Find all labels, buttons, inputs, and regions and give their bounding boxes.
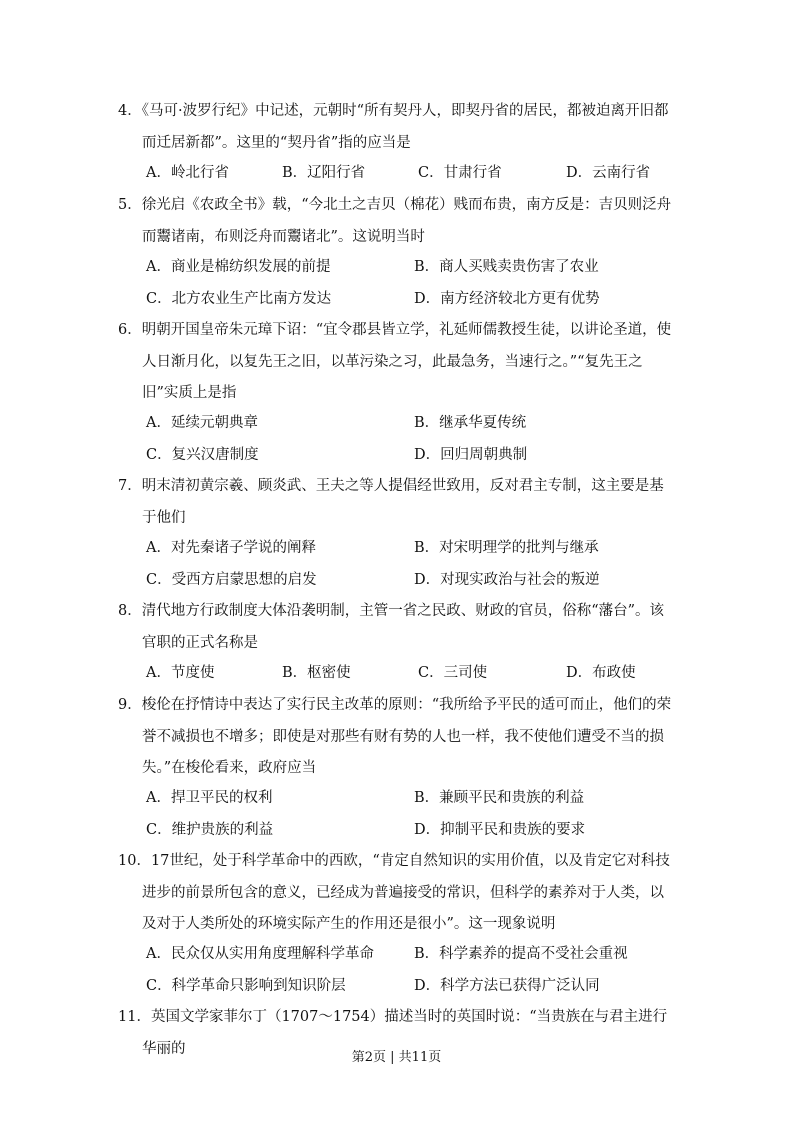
option-row	[146, 158, 686, 190]
question-4-options	[146, 158, 686, 190]
question-11	[118, 1002, 678, 1057]
option-row	[146, 939, 686, 971]
option-row	[146, 408, 686, 440]
option-a: A．捍卫平民的权利	[146, 790, 273, 806]
option-c: C．甘肃行省	[418, 165, 502, 181]
option-c: C．北方农业生产比南方发达	[146, 290, 332, 307]
question-5-stem	[118, 190, 678, 253]
question-number: 11．	[118, 1009, 151, 1025]
question-9-options	[146, 783, 686, 846]
option-row	[146, 658, 686, 690]
question-8	[118, 596, 678, 659]
question-text: 梭伦在抒情诗中表达了实行民主改革的原则：“我所给予平民的适可而止，他们的荣誉不减损也不增多；即使是对那些有财有势的人也一样，我不使他们遭受不当的损失。”在梭伦看来，政府应当	[141, 697, 672, 776]
option-a: A．民众仅从实用角度理解科学革命	[146, 946, 374, 962]
question-number: 9．	[118, 697, 142, 713]
option-row	[146, 440, 686, 472]
question-6	[118, 315, 678, 410]
question-7-stem	[118, 471, 678, 534]
option-b: B．科学素养的提高不受社会重视	[414, 946, 628, 962]
option-d: D．科学方法已获得广泛认同	[414, 977, 600, 994]
question-9-stem	[118, 690, 678, 785]
option-c: C．受西方启蒙思想的启发	[146, 571, 317, 588]
option-row	[146, 533, 686, 565]
question-number: 7．	[118, 478, 142, 494]
question-text: 《马可·波罗行纪》中记述，元朝时“所有契丹人，即契丹省的居民，都被迫离开旧都而迁居新都”。这里的“契丹省”指的应当是	[141, 103, 669, 151]
option-b: B．对宋明理学的批判与继承	[414, 540, 599, 556]
option-c: C．复兴汉唐制度	[146, 446, 259, 463]
question-text: 清代地方行政制度大体沿袭明制，主管一省之民政、财政的官员，俗称“藩台”。该官职的正式名称是	[141, 603, 665, 651]
question-5-options	[146, 252, 686, 315]
option-c: C．三司使	[418, 665, 488, 681]
question-9	[118, 690, 678, 785]
question-6-options	[146, 408, 686, 471]
option-c: C．维护贵族的利益	[146, 821, 274, 838]
option-row	[146, 783, 686, 815]
option-b: B．兼顾平民和贵族的利益	[414, 790, 585, 806]
question-number: 4．	[118, 103, 142, 119]
question-text: 明朝开国皇帝朱元璋下诏：“宜令郡县皆立学，礼延师儒教授生徒，以讲论圣道，使人日渐月化，以复先王之旧，以革污染之习，此最急务，当速行之。”“复先王之旧”实质上是指	[141, 322, 672, 401]
option-a: A．对先秦诸子学说的阐释	[146, 540, 316, 556]
question-text: 明末清初黄宗羲、顾炎武、王夫之等人提倡经世致用，反对君主专制，这主要是基于他们	[141, 478, 664, 526]
question-5	[118, 190, 678, 253]
question-4-stem	[118, 96, 678, 159]
question-8-options	[146, 658, 686, 690]
option-d: D．南方经济较北方更有优势	[414, 290, 600, 307]
question-8-stem	[118, 596, 678, 659]
question-7-options	[146, 533, 686, 596]
option-row	[146, 252, 686, 284]
option-a: A．岭北行省	[146, 165, 229, 181]
option-b: B．枢密使	[282, 665, 351, 681]
page-footer: 第2页 | 共11页	[351, 1050, 442, 1065]
question-text: 徐光启《农政全书》载，“今北土之吉贝（棉花）贱而布贵，南方反是：吉贝则泛舟而鬻诸南，布则泛舟而鬻诸北”。这说明当时	[141, 197, 672, 245]
question-7	[118, 471, 678, 534]
question-10	[118, 846, 678, 941]
option-d: D．布政使	[566, 665, 636, 681]
option-a: A．商业是棉纺织发展的前提	[146, 259, 331, 275]
option-row	[146, 565, 686, 597]
option-a: A．延续元朝典章	[146, 415, 258, 431]
question-10-options	[146, 939, 686, 1002]
option-c: C．科学革命只影响到知识阶层	[146, 977, 346, 994]
question-number: 6．	[118, 322, 142, 338]
option-row	[146, 815, 686, 847]
option-a: A．节度使	[146, 665, 215, 681]
option-b: B．继承华夏传统	[414, 415, 527, 431]
option-row	[146, 971, 686, 1003]
question-text: 17世纪，处于科学革命中的西欧，“肯定自然知识的实用价值，以及肯定它对科技进步的前景所包含的意义，已经成为普遍接受的常识，但科学的素养对于人类，以及对于人类所处的环境实际产生的作用还是很小”。这一现象说明	[142, 853, 670, 932]
question-number: 5．	[118, 197, 142, 213]
question-text: 英国文学家菲尔丁（1707～1754）描述当时的英国时说：“当贵族在与君主进行华丽的	[142, 1009, 668, 1057]
question-6-stem	[118, 315, 678, 410]
option-d: D．对现实政治与社会的叛逆	[414, 571, 600, 588]
question-4	[118, 96, 678, 159]
question-number: 10．	[118, 853, 151, 869]
option-d: D．云南行省	[566, 165, 651, 181]
option-b: B．辽阳行省	[282, 165, 366, 181]
question-10-stem	[118, 846, 678, 941]
option-row	[146, 284, 686, 316]
option-d: D．抑制平民和贵族的要求	[414, 821, 586, 838]
option-d: D．回归周朝典制	[414, 446, 528, 463]
option-b: B．商人买贱卖贵伤害了农业	[414, 259, 599, 275]
question-number: 8．	[118, 603, 142, 619]
